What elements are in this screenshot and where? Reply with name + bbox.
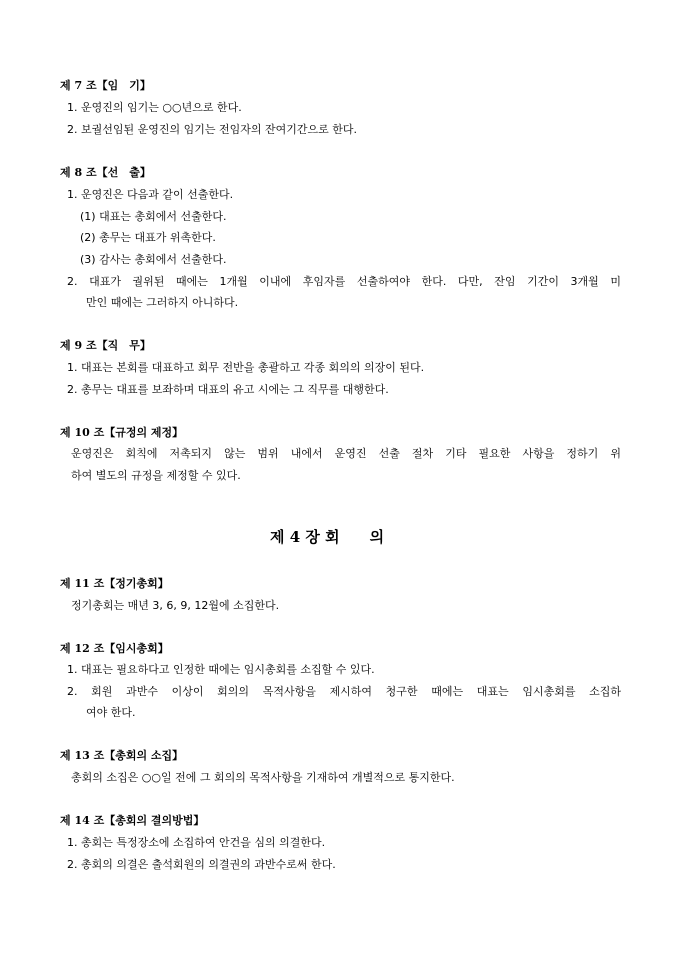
article-8-subitem-2: (2) 총무는 대표가 위촉한다.	[80, 231, 216, 244]
article-9-title: 제 9 조【직 무】	[60, 339, 151, 352]
article-9-item-1: 1. 대표는 본회를 대표하고 회무 전반을 총괄하고 각종 회의의 의장이 된다.	[67, 361, 425, 374]
article-11-text: 정기총회는 매년 3, 6, 9, 12월에 소집한다.	[71, 599, 280, 612]
article-14-item-1: 1. 총회는 특정장소에 소집하여 안건을 심의 의결한다.	[67, 836, 326, 849]
article-8-subitem-1: (1) 대표는 총회에서 선출한다.	[80, 210, 227, 223]
article-13-text: 총회의 소집은 ○○일 전에 그 회의의 목적사항을 기재하여 개별적으로 통지한다.	[71, 771, 455, 784]
article-14-title: 제 14 조【총회의 결의방법】	[60, 814, 205, 827]
article-10-text-2: 하여 별도의 규정을 제정할 수 있다.	[71, 469, 241, 482]
article-12-title: 제 12 조【임시총회】	[60, 642, 169, 655]
article-10-text-1: 운영진은 회칙에 저촉되지 않는 범위 내에서 운영진 선출 절차 기타 필요한 사항을 정하기 위	[71, 447, 621, 460]
article-12-item-1: 1. 대표는 필요하다고 인정한 때에는 임시총회를 소집할 수 있다.	[67, 663, 375, 676]
article-14-item-2: 2. 총회의 의결은 출석회원의 의결권의 과반수로써 한다.	[67, 858, 336, 871]
article-10-title: 제 10 조【규정의 제정】	[60, 426, 184, 439]
article-9-item-2: 2. 총무는 대표를 보좌하며 대표의 유고 시에는 그 직무를 대행한다.	[67, 383, 389, 396]
article-7-title: 제 7 조【임 기】	[60, 79, 151, 92]
article-8-title: 제 8 조【선 출】	[60, 166, 151, 179]
article-8-item-1: 1. 운영진은 다음과 같이 선출한다.	[67, 188, 234, 201]
article-11-title: 제 11 조【정기총회】	[60, 577, 169, 590]
article-7-item-2: 2. 보궐선임된 운영진의 임기는 전임자의 잔여기간으로 한다.	[67, 123, 357, 136]
chapter-title: 제 4 장 회 의	[270, 528, 385, 546]
article-7-item-1: 1. 운영진의 임기는 ○○년으로 한다.	[67, 101, 242, 114]
article-8-item-2-cont: 만인 때에는 그러하지 아니하다.	[86, 296, 239, 309]
article-12-item-2: 2. 회원 과반수 이상이 회의의 목적사항을 제시하여 청구한 때에는 대표는 임시총회를 소집하	[67, 685, 621, 698]
article-13-title: 제 13 조【총회의 소집】	[60, 749, 184, 762]
article-8-item-2: 2. 대표가 궐위된 때에는 1개월 이내에 후임자를 선출하여야 한다. 다만, 잔임 기간이 3개월 미	[67, 275, 621, 288]
article-12-item-2-cont: 여야 한다.	[86, 706, 136, 719]
article-8-subitem-3: (3) 감사는 총회에서 선출한다.	[80, 253, 227, 266]
